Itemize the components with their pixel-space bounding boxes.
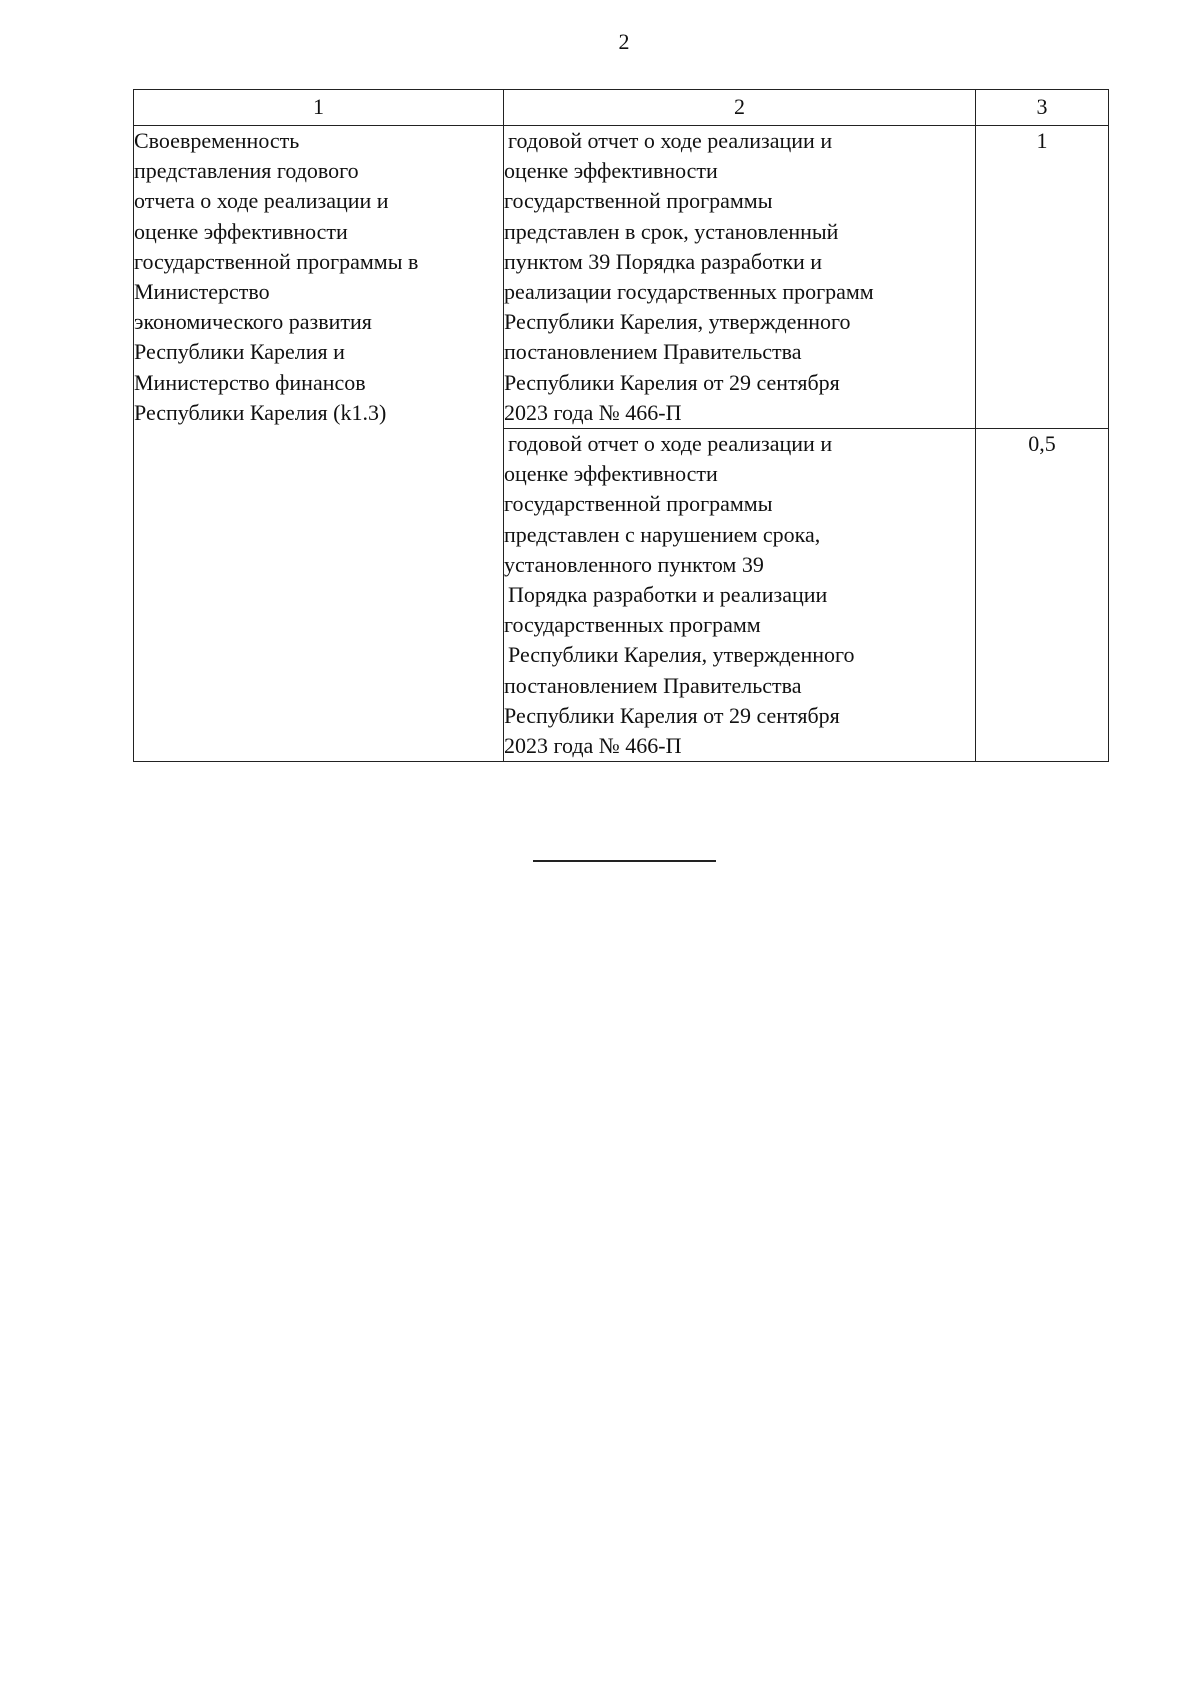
table-row [134,126,1109,429]
condition-cell-late [504,429,976,762]
column-header-2: 2 [504,90,976,126]
condition-cell-on-time [504,126,976,429]
page-number: 2 [618,29,630,54]
criterion-line: Республики Карелия и [134,339,345,365]
condition-line: постановлением Правительства [504,672,802,698]
criterion-line: отчета о ходе реализации и [134,188,389,214]
condition-line: годовой отчет о ходе реализации и [508,128,833,153]
condition-line: Порядка разработки и реализации [508,582,828,608]
criterion-line: Министерство финансов [134,369,366,395]
score-cell-on-time: 1 [976,126,1109,429]
criterion-line: экономического развития [134,309,372,335]
criterion-line: государственной программы в [134,248,419,274]
condition-line: представлен в срок, установленный [504,218,839,244]
condition-line: представлен с нарушением срока, [504,521,821,547]
criterion-line: Своевременность [134,128,300,153]
condition-line: пунктом 39 Порядка разработки и [504,248,823,274]
condition-line: реализации государственных программ [504,279,874,305]
criterion-line: Республики Карелия (k1.3) [134,399,387,425]
condition-line: государственных программ [504,612,761,638]
condition-line: оценке эффективности [504,461,718,487]
condition-line: установленного пунктом 39 [504,551,764,577]
column-header-3: 3 [976,90,1109,126]
condition-line: годовой отчет о ходе реализации и [508,431,833,457]
condition-line: государственной программы [504,188,773,214]
criterion-line: представления годового [134,158,359,184]
condition-line: государственной программы [504,491,773,517]
condition-line: Республики Карелия от 29 сентября [504,702,840,728]
criterion-name-cell [134,126,504,762]
condition-line: постановлением Правительства [504,339,802,365]
column-header-1: 1 [134,90,504,126]
condition-line: Республики Карелия от 29 сентября [504,369,840,395]
condition-line: 2023 года № 466-П [504,399,682,425]
condition-line: Республики Карелия, утвержденного [508,642,855,668]
table-header-row [134,90,1109,126]
criteria-table [133,89,1109,762]
condition-line: 2023 года № 466-П [504,733,682,759]
score-cell-late: 0,5 [976,429,1109,762]
criterion-line: оценке эффективности [134,218,348,244]
criterion-line: Министерство [134,279,270,305]
condition-line: Республики Карелия, утвержденного [504,309,851,335]
end-of-document-rule [533,860,716,862]
condition-line: оценке эффективности [504,158,718,184]
